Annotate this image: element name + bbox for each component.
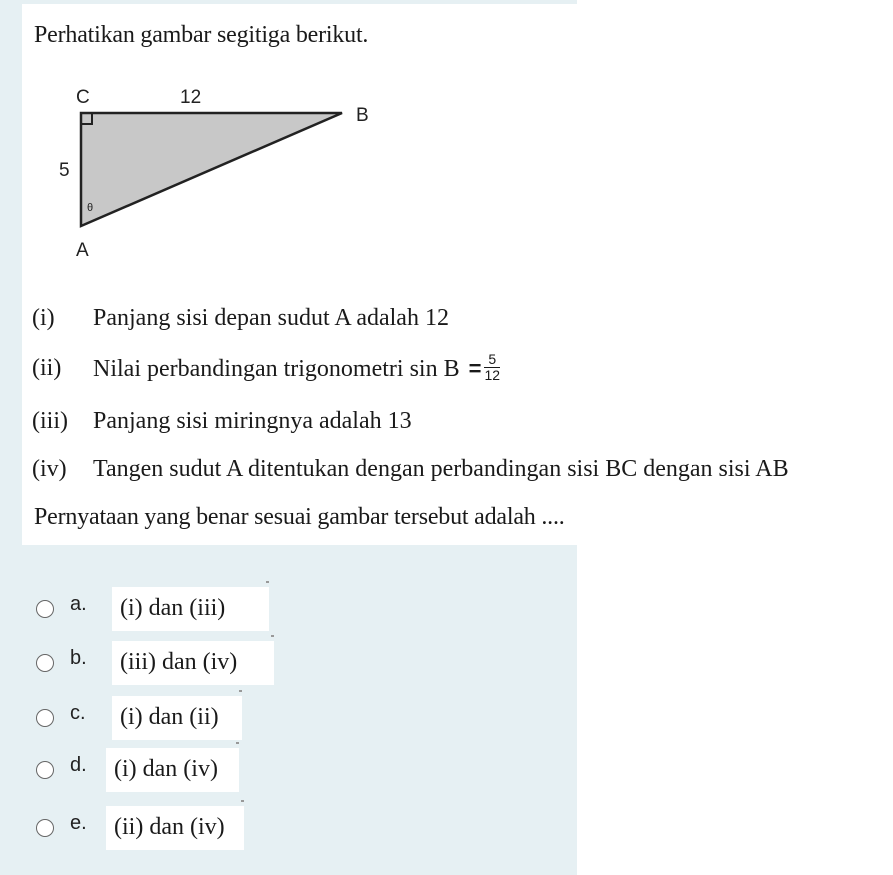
option-letter: c. [70, 702, 86, 724]
statement-number: (iv) [32, 456, 67, 482]
option-letter: e. [70, 812, 87, 834]
option-text[interactable]: (i) dan (iii) [112, 587, 269, 631]
vertex-label-c: C [76, 87, 90, 108]
statement-number: (iii) [32, 408, 68, 434]
answer-option-c[interactable] [0, 696, 577, 740]
angle-label-a: θ [87, 202, 94, 214]
radio-button[interactable] [36, 761, 54, 779]
question-prompt: Pernyataan yang benar sesuai gambar tersebut adalah .... [34, 504, 565, 530]
statement-number: (ii) [32, 355, 62, 381]
equals-sign: = [468, 356, 482, 382]
statement-body [93, 351, 501, 386]
fraction-numerator: 5 [484, 352, 500, 368]
answer-option-d[interactable] [0, 748, 577, 792]
fraction-denominator: 12 [484, 367, 501, 383]
question-intro: Perhatikan gambar segitiga berikut. [34, 22, 369, 48]
radio-button[interactable] [36, 709, 54, 727]
option-letter: a. [70, 593, 87, 615]
option-text[interactable]: (i) dan (iv) [106, 748, 239, 792]
option-text[interactable]: (i) dan (ii) [112, 696, 242, 740]
statement-text: Panjang sisi depan sudut A adalah 12 [93, 305, 449, 331]
radio-button[interactable] [36, 654, 54, 672]
option-letter: d. [70, 754, 87, 776]
vertex-label-b: B [356, 105, 369, 126]
statement-text: Panjang sisi miringnya adalah 13 [93, 408, 412, 434]
answer-option-e[interactable] [0, 806, 577, 850]
answer-option-a[interactable] [0, 587, 577, 631]
fraction [484, 352, 500, 383]
option-text[interactable]: (ii) dan (iv) [106, 806, 244, 850]
vertex-label-a: A [76, 240, 89, 261]
radio-button[interactable] [36, 819, 54, 837]
statement-text: Nilai perbandingan trigonometri sin B [93, 356, 460, 383]
side-label-cb: 12 [180, 87, 202, 108]
side-label-ca: 5 [59, 160, 70, 181]
triangle-figure [50, 80, 390, 270]
triangle-shape [81, 113, 342, 226]
statement-number: (i) [32, 305, 55, 331]
option-letter: b. [70, 647, 87, 669]
statement-text: Tangen sudut A ditentukan dengan perbandingan sisi BC dengan sisi AB [93, 456, 789, 482]
answer-option-b[interactable] [0, 641, 577, 685]
option-text[interactable]: (iii) dan (iv) [112, 641, 274, 685]
radio-button[interactable] [36, 600, 54, 618]
